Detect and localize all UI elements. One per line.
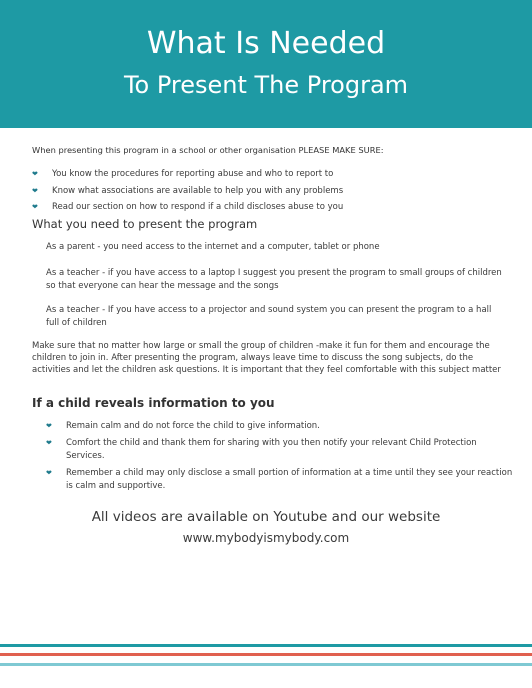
list-item: ❤ Read our section on how to respond if a child discloses abuse to you (32, 199, 343, 216)
teacher-projector-paragraph: As a teacher - If you have access to a projector and sound system you can present the program to a hall full of children (46, 305, 492, 328)
website-link[interactable]: www.mybodyismybody.com (182, 531, 350, 545)
title-line-2: To Present The Program (123, 71, 409, 99)
guidance-paragraph: Make sure that no matter how large or small the group of children -make it fun for them and encourage the children to join in. After presenting the program, always leave time to discuss the song subjects, do the activities and let the children ask questions. It is important that they feel comfortable with this subject matter (32, 341, 501, 375)
videos-note: All videos are available on Youtube and our website (91, 509, 441, 525)
list-item: ❤ You know the procedures for reporting abuse and who to report to (32, 166, 343, 183)
intro-text: When presenting this program in a school or other organisation PLEASE MAKE SURE: (32, 145, 384, 155)
need-heading: What you need to present the program (32, 217, 258, 231)
footer (0, 507, 532, 547)
list-item: ❤ Remember a child may only disclose a small portion of information at a time until they see your reaction is calm and supportive. (46, 468, 513, 491)
list-item: ❤ Comfort the child and thank them for sharing with you then notify your relevant Child Protection Services. (46, 438, 477, 461)
parent-paragraph: As a parent - you need access to the internet and a computer, tablet or phone (46, 242, 380, 252)
teacher-laptop-paragraph: As a teacher - if you have access to a laptop I suggest you present the program to small groups of children so that everyone can hear the message and the songs (46, 268, 502, 291)
title-banner (0, 0, 532, 128)
list-item: ❤ Know what associations are available to help you with any problems (32, 183, 343, 200)
stripe-teal (0, 644, 532, 647)
title-line-1: What Is Needed (146, 26, 386, 61)
child-heading: If a child reveals information to you (32, 396, 275, 410)
list-item: ❤ Remain calm and do not force the child to give information. (46, 421, 320, 431)
child-reveals-list (46, 420, 516, 497)
heart-bullet-icon: ❤ (32, 186, 38, 195)
stripe-light (0, 663, 532, 666)
heart-bullet-icon: ❤ (46, 422, 52, 430)
heart-bullet-icon: ❤ (46, 469, 52, 477)
make-sure-list (32, 166, 343, 216)
heart-bullet-icon: ❤ (46, 439, 52, 447)
heart-bullet-icon: ❤ (32, 203, 38, 211)
heart-bullet-icon: ❤ (32, 170, 38, 178)
stripe-red (0, 653, 532, 656)
